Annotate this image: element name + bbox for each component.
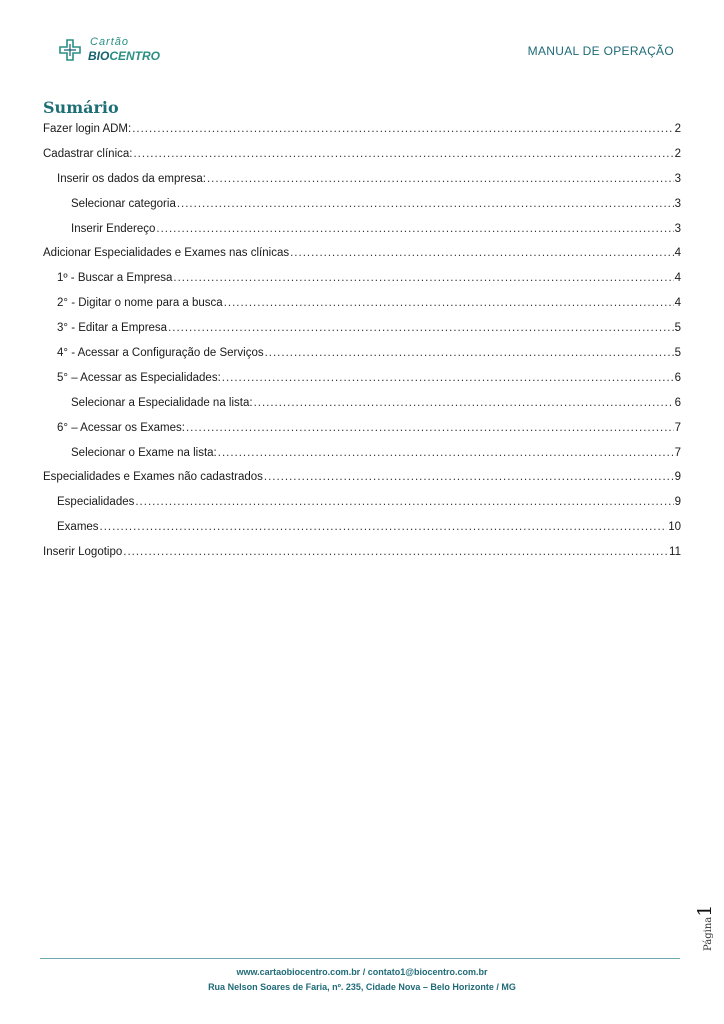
toc-leader-dots <box>168 320 674 336</box>
toc-entry[interactable] <box>43 245 681 270</box>
toc-entry-label: Inserir Endereço <box>71 222 156 235</box>
toc-entry-page: 2 <box>674 147 681 160</box>
toc-entry[interactable] <box>43 320 681 345</box>
page-number-value: 1 <box>694 904 716 917</box>
toc-entry[interactable] <box>43 445 681 470</box>
toc-leader-dots <box>222 370 674 386</box>
toc-entry-page: 4 <box>674 297 681 310</box>
toc-entry-page: 4 <box>674 247 681 260</box>
toc-leader-dots <box>186 420 674 436</box>
toc-entry-label: Exames <box>57 521 99 534</box>
toc-entry-page: 3 <box>674 197 681 210</box>
toc-entry-page: 6 <box>674 396 681 409</box>
toc-entry[interactable] <box>43 146 681 171</box>
toc-entry-page: 10 <box>668 521 681 534</box>
toc-entry[interactable] <box>43 171 681 196</box>
toc-entry[interactable] <box>43 519 681 544</box>
table-of-contents <box>43 121 681 569</box>
toc-entry-label: Selecionar o Exame na lista: <box>71 446 217 459</box>
footer-divider <box>40 958 680 959</box>
toc-leader-dots <box>264 469 674 485</box>
toc-entry-label: Selecionar a Especialidade na lista: <box>71 396 253 409</box>
logo-text-bio: BIO <box>88 49 110 63</box>
toc-entry[interactable] <box>43 494 681 519</box>
toc-entry-page: 3 <box>674 172 681 185</box>
toc-entry-label: 1º - Buscar a Empresa <box>57 272 173 285</box>
toc-entry-label: Selecionar categoria <box>71 197 176 210</box>
toc-entry-page: 5 <box>674 347 681 360</box>
toc-entry-label: 4° - Acessar a Configuração de Serviços <box>57 347 264 360</box>
toc-leader-dots <box>133 146 673 162</box>
toc-entry-label: Cadastrar clínica: <box>43 147 133 160</box>
toc-leader-dots <box>156 221 673 237</box>
cross-logo-icon <box>58 38 82 62</box>
logo-text-centro: CENTRO <box>109 49 161 63</box>
toc-leader-dots <box>173 270 673 286</box>
toc-entry-label: Fazer login ADM: <box>43 123 132 135</box>
page-number <box>694 893 724 953</box>
toc-leader-dots <box>265 345 674 361</box>
document-header-title: MANUAL DE OPERAÇÃO <box>527 44 674 58</box>
toc-entry[interactable] <box>43 420 681 445</box>
toc-leader-dots <box>177 196 674 212</box>
toc-entry-page: 9 <box>674 496 681 509</box>
page-number-word: Página <box>703 916 714 951</box>
toc-entry-page: 4 <box>674 272 681 285</box>
toc-leader-dots <box>218 445 674 461</box>
toc-leader-dots <box>207 171 674 187</box>
brand-logo <box>58 36 178 66</box>
footer-address: Rua Nelson Soares de Faria, nº. 235, Cidade Nova – Belo Horizonte / MG <box>208 982 516 992</box>
toc-entry[interactable] <box>43 469 681 494</box>
toc-entry-page: 7 <box>674 446 681 459</box>
toc-entry-label: 5° – Acessar as Especialidades: <box>57 371 221 384</box>
toc-entry-page: 5 <box>674 322 681 335</box>
toc-entry-label: Especialidades <box>57 496 135 509</box>
toc-entry[interactable] <box>43 395 681 420</box>
logo-text-biocentro <box>88 49 160 63</box>
toc-entry[interactable] <box>43 270 681 295</box>
toc-entry-page: 6 <box>674 371 681 384</box>
toc-leader-dots <box>254 395 674 411</box>
toc-entry-label: Inserir os dados da empresa: <box>57 172 206 185</box>
toc-entry[interactable] <box>43 295 681 320</box>
footer-contact: www.cartaobiocentro.com.br / contato1@biocentro.com.br <box>236 967 488 977</box>
page-number-rotated <box>694 905 716 951</box>
toc-entry[interactable] <box>43 370 681 395</box>
toc-entry-label: Inserir Logotipo <box>43 546 123 559</box>
logo-text-cartao: Cartão <box>90 36 130 48</box>
toc-entry-label: 3° - Editar a Empresa <box>57 322 168 335</box>
toc-entry-page: 7 <box>674 421 681 434</box>
toc-leader-dots <box>123 544 668 560</box>
toc-entry-label: 6° – Acessar os Exames: <box>57 421 185 434</box>
toc-entry-page: 2 <box>674 123 681 135</box>
toc-entry[interactable] <box>43 345 681 370</box>
toc-entry[interactable] <box>43 544 681 569</box>
toc-leader-dots <box>290 245 673 261</box>
toc-leader-dots <box>132 121 673 137</box>
toc-leader-dots <box>100 519 668 535</box>
toc-entry[interactable] <box>43 196 681 221</box>
toc-entry-page: 11 <box>669 546 681 559</box>
toc-entry-page: 9 <box>674 471 681 484</box>
toc-entry-page: 3 <box>674 222 681 235</box>
toc-title: Sumário <box>43 98 119 117</box>
toc-entry-label: Especialidades e Exames não cadastrados <box>43 471 263 484</box>
toc-entry-label: 2° - Digitar o nome para a busca <box>57 297 223 310</box>
toc-leader-dots <box>224 295 674 311</box>
toc-entry-label: Adicionar Especialidades e Exames nas clínicas <box>43 247 290 260</box>
toc-entry[interactable] <box>43 121 681 146</box>
toc-entry[interactable] <box>43 221 681 246</box>
toc-leader-dots <box>135 494 673 510</box>
